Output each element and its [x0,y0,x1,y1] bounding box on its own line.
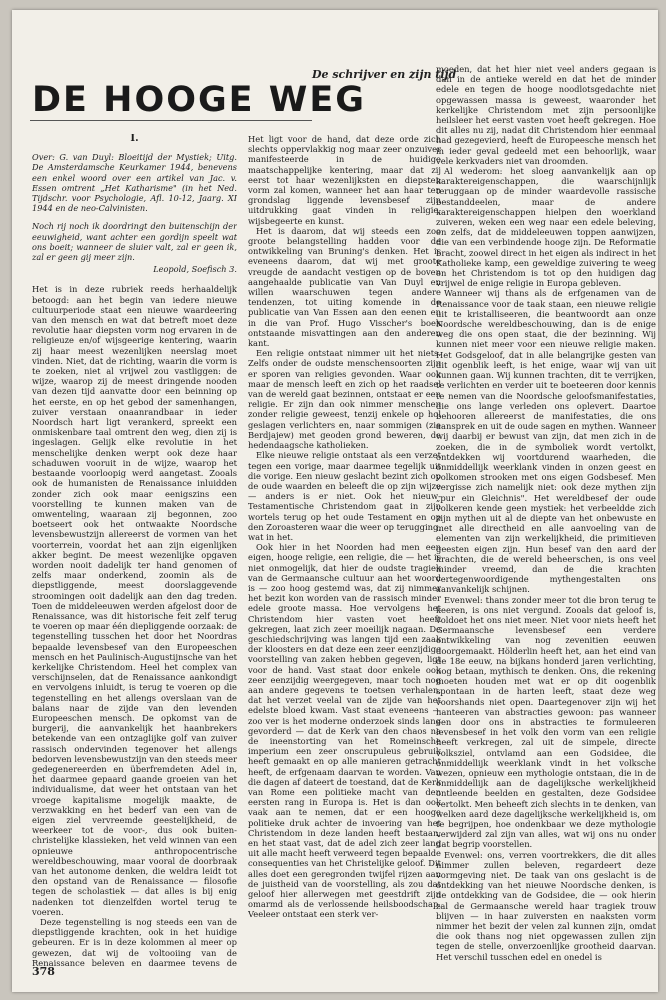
column-2 [248,134,441,969]
rubric-kicker: De schrijver en zijn tijd [312,68,457,81]
paragraph: Het is daarom, dat wij steeds een zoo groote belangstelling hadden voor de ontwikkeling van Bruning's denken. Het is eveneens daarom, dat wij met groote vreugde de aandacht vestigen op de boven aangehaalde publicatie van Van Duyl en willen waarschuwen tegen andere tendenzen, tot uiting komende in de publicatie van Van Essen aan den eenen en in die van Prof. Hugo Visscher's boek ontstaande misvattingen aan den anderen kant. [248,225,441,349]
paragraph: Evenwel: ons, verren voortrekkers, die dit alles nimmer zullen beleven, regardeert deze vormgeving niet. De taak van ons geslacht is de ontdekking van het nieuwe Noordsche denken, is de ontdekking van de Godsidee, die — ook hierin zal de Germaansche wereld haar tragiek trouw blijven — in haar zuiversten en naaksten vorm nimmer het bezit der velen zal kunnen zijn, omdat die ook thans nog niet opgewassen zullen zijn tegen de stelle, onverzoenlijke grootheid daarvan. Het verschil tusschen edel en onedel is [436,849,656,962]
title-rule [30,120,312,121]
article-title: DE HOOGE WEG [32,80,367,120]
magazine-page [12,10,658,992]
paragraph: Wanneer wij thans als de erfgenamen van de Renaissance voor de taak staan, een nieuwe religie uit te kristalliseeren, die beantwoordt aan onze Noordsche wereldbeschouwing, dan is de enige weg die ons open staat, die der bezinning. Wij kunnen niet meer voor een nieuwe religie maken. Het Godsgeloof, dat in alle belangrijke gesten van dit ogenblik leeft, is het enige, waar wij van uit kunnen gaan. Wij kunnen trachten, dit te verrijken, te verlichten en verder uit te boeteeren door kennis te nemen van die Noordsche geloofsmanifestaties, die ons lange verleden ons oplevert. Daartoe behooren allereerst de manifestaties, die ons aansprek en uit de oude sagen en mythen. Wanneer wij daarbij er bewust van zijn, dat men zich in de zoeken, die in de symboliek wordt vertolkt, ontdekken wij voortdurend waarheden, die onmiddellijk weerklank vinden in onzen geest en volkomen strooken met ons eigen Godsbesef. Men vergisse zich namelijk niet: ook deze mythen zijn „pur ein Gleichnis". Het wereldbesef der oude volkeren kende geen mystiek: het verbeeldde zich zijn mythen uit al de diepte van het onbewuste en met alle directheid en alle aanvoeling van de elementen van zijn werkelijkheid, die primitieven geesten eigen zijn. Hun besef van den aard der krachten, die de wereld beheerschen, is ons veel minder vreemd, dan de die krachten vertegenwoordigende mythengestalten ons aanvankelijk schijnen. [436,288,656,595]
paragraph: Evenwel: thans zonder meer tot die bron terug te keeren, is ons niet vergund. Zooals dat geloof is, voldoet het ons niet meer. Niet voor niets heeft het Germaansche levensbesef een verdere ontwikkeling van nog zevenitien eeuwen doorgemaakt. Hölderlin heeft het, aan het eind van de 18e eeuw, na bijkans honderd jaren verlichting, nog betaan, mythisch te denken. Ons, die rekening moeten houden met wat er op dit oogenblik spontaan in de harten leeft, staat deze weg voorshands niet open. Daartegenover zijn wij het hanteeren van abstracties gewoon: pas wanneer een door ons in abstracties te formuleeren levensbesef in het volk den vorm van een religie heeft verkregen, zal uit de simpele, directe volksziel, ontvlamd aan een Godsidee, die onmiddellijk weerklank vindt in het volksche wezen, opnieuw een mythologie ontstaan, die in de onmiddellijk aan de dagelijksche werkelijkheid ontleende beelden en gestalten, deze Godsidee vertolkt. Men beheeft zich slechts in te denken, van welken aard deze dagelijksche werkelijkheid is, om te begrijpen, hoe ondenkbaar we deze mythologie verwijderd zal zijn van alles, wat wij ons nu onder dat begrip voorstellen. [436,594,656,850]
column-1 [32,134,237,969]
paragraph: Deze tegenstelling is nog steeds een van de diepstliggende krachten, ook in het huidige gebeuren. Er is in deze kolommen al meer op gewezen, dat wij de voltooiing van de Renaissance beleven en daarmee tevens de [32,917,237,968]
section-number: I. [130,134,139,144]
column-3 [436,64,656,969]
paragraph: moeden, dat het hier niet veel anders gegaan is dan in de antieke wereld en dat het de minder edele en tegen de hooge noodlotsgedachte niet opgewassen massa is geweest, waaronder het kerkelijke Christendom met zijn persoonlijke heilsleer het eerst vasten voet heeft gekregen. Hoe dit alles nu zij, nadat dit Christendom hier eenmaal had gezegevierd, heeft de Europeesche mensch het in ieder geval gedeeld met een behoorlijk, waar vele kerkvaders niet van droomden. [436,64,656,166]
page-number: 378 [32,965,55,978]
epigraph-quote: Noch rij noch ik doordringt den buitenschijn der eeuwigheid, want achter een gordijn speelt wat ons boeit; wanneer de sluier valt, zal er geen ik, zal er geen gij meer zijn. [32,221,237,263]
paragraph: Het ligt voor de hand, dat deze orde zich slechts oppervlakkig nog maar zeer onzuiver manifesteerde in de huidige maatschappelijke kentering, maar dat zij eerst tot haar wezenlijksten en diepsten vorm zal komen, wanneer het aan haar ten grondslag liggende levensbesef zijn uitdrukking gaat vinden in religie, wijsbegeerte en kunst. [248,134,441,226]
epigraph-source: Leopold, Soefisch 3. [153,264,237,275]
review-note: Over: G. van Duyl: Bloeitijd der Mystiek; Uitg. De Amsterdamsche Keurkamer 1944, benevens een enkel woord over een artikel van Jac. v. Essen omtrent „Het Katharisme" (in het Ned. Tijdschr. voor Psychologie, Afl. 10-12, Jaarg. XI 1944 en de neo-Calvinisten. [32,152,237,214]
paragraph: Het is in deze rubriek reeds herhaaldelijk betoogd: aan het begin van iedere nieuwe cultuurperiode staat een nieuwe waardeering van den mensch en wat dat betreft moet deze revolutie haar diepsten vorm nog ervaren in de religieuze en/of wijsgeerige kentering, waarin zij haar meest wezenlijken neerslag moet vinden. Niet, dat de richting, waarin die vorm is te zoeken, niet al vrijwel zou vastliggen: de wijze, waarop zij de meest dringende nooden van dezen tijd aanvatte door een beinning op het eerste, en op het gebod der samenhangen, zuiver verstaan onaanrandbaar in ieder Noordsch hart ligt verankerd, spreekt een onmiskenbare taal omtrent den weg, dien zij is ingeslagen. Gelijk elke revolutie in het menschelijke denken werpt ook deze haar schaduwen vooruit in de wijze, waarop het bestaande voorloopig werd aangetast. Zooals ook de humanisten de Renaissance inluidden zonder zich ook maar eenigszins een voorstelling te kunnen maken van de omwenteling, waaraan zij begonnen, zoo boetseert ook het ontwaakte Noordsche levensbewustzijn allereerst de vormen van het voorterrein, voordat het aan zijn eigenlijken akker begint. De meest wezenlijke opgaven worden nooit dadelijk ter hand genomen of zelfs maar onderkend, zoomin als de diepstliggende, meest doorslaggevende stroomingen ooit dadelijk aan den dag treden. Toen de middeleeuwen werden afgelost door de Renaissance, was dit historische feit zelf terug te voeren op maar één diepliggende oorzaak: de tegenstelling tusschen het door het Noordras bepaalde levensbesef van den Europeeschen mensch en het Paulinisch-Augustijnsche van het kerkelijke Christendom. Heel het complex van verschijnselen, dat de Renaissance aankondigt en vervolgens inluidt, is terug te voeren op die tegenstelling en het allengs overslaan van de balans naar de zijde van den levenden Europeeschen mensch. De opkomst van de burgerij, die aanvankelijk het haanbrekers betekende van een ontzaglijke golf van zuiver rassisch ondervinden tegenover het allengs bedorven levensbewustzijn van den steeds meer gedegenereerden en überfremdeten Adel in, het daarmee gepaard gaande groeien van het individualisme, dat weer het ontstaan van het vroege kapitalisme mogelijk maakte, de verzwakking en het bederf van een van de eigen ziel vervreemde geestelijkheid, de weerkeer tot de voor-, dus ook buiten-christelijke klassieken, het veld winnen van een opnieuwe anthropocentrische wereldbeschouwing, maar vooral de doorbraak van het autonome denken, die weldra leidt tot den opstand van de Renaissance — filosofie tegen de scholastiek — dat alles is bij enig nadenken tot dienzelfden wortel terug te voeren. [32,284,237,917]
paragraph: Ook hier in het Noorden had men een eigen, hooge religie, een religie, die — het is niet onmogelijk, dat hier de oudste tragiek van de Germaansche cultuur aan het woord is — zoo hoog gestemd was, dat zij nimmer het bezit kon worden van de rassisch minder edele groote massa. Hoe vervolgens het Christendom hier vasten voet heeft gekregen, laat zich zeer moeilijk nagaan. De geschiedschrijving was langen tijd een zaak der kloosters en dat deze een zeer eenzijdige voorstelling van zaken hebben gegeven, ligt voor de hand. Vast staat door enkele ook zeer eenzijdig weergegeven, maar toch nog aan andere gegevens te toetsen verhalen, dat het verzet veelal van de zijde van het edelste bloed kwam. Vast staat eveneens — zoo ver is het moderne onderzoek sinds lang gevorderd — dat de Kerk van den chaos na de ineenstorting van het Romeinsche imperium een zeer onscrupuleus gebruik heeft gemaakt en op alle manieren getracht heeft, de erfgenaam daarvan te worden. Van die dagen af dateert de toestand, dat de Kerk van Rome een politieke macht van den eersten rang in Europa is. Het is dan ook vaak aan te nemen, dat er een hooge politieke druk achter de invoering van het Christendom in deze landen heeft bestaan, en het staat vast, dat de adel zich zeer lang uit alle macht heeft verweerd tegen bepaalde consequenties van het Christelijke geloof. Dit alles doet een geregronden twijfel rijzen aan de juistheid van de voorstelling, als zou dat geloof hier allerwegen met geestdrift zijn omarmd als de verlossende heilsboodschap. Veeleer ontstaat een sterk ver- [248,542,441,920]
paragraph: Elke nieuwe religie ontstaat als een verzet tegen een vorige, maar daarmee tegelijk uit die vorige. Een nieuw geslacht bezint zich op de oude waarden en beleeft die op zijn wijze — anders is er niet. Ook het nieuw-Testamentische Christendom gaat in zijn wortels terug op het oude Testament en op den Zoroasteren waar die weer op terugging, wat in het. [248,450,441,542]
paragraph: Een religie ontstaat nimmer uit het niets. Zelfs onder de oudste menschensoorten zijn er sporen van religies gevonden. Waar ook maar de mensch leeft en zich op het raadsel van de wereld gaat bezinnen, ontstaat er een religie. Er zijn dan ook nimmer menschen zonder religie geweest, tenzij enkele op hol geslagen verlichters en, naar sommigen (zie Berdjajew) met geoden grond beweren, de hedendaagsche katholieken. [248,348,441,451]
paragraph: Al wederom: het sloeg aanvankelijk aan op karaktereigenschappen, die waarschijnlijk teruggaan op de minder waardevolle rassische bestanddeelen, maar de andere karaktereigenschappen hielpen den woerkland zuiveren, weken een weg naar een edele beleving, en zelfs, dat de middeleeuwen toppen aanwijzen, die van een verbindende hooge zijn. De Reformatie bracht, zoowel direct in het eigen als indirect in het Katholieke kamp, een geweldige zuivering te weeg en het Christendom is tot op den huidigen dag vrijwel de enige religie in Europa gebleven. [436,166,656,289]
